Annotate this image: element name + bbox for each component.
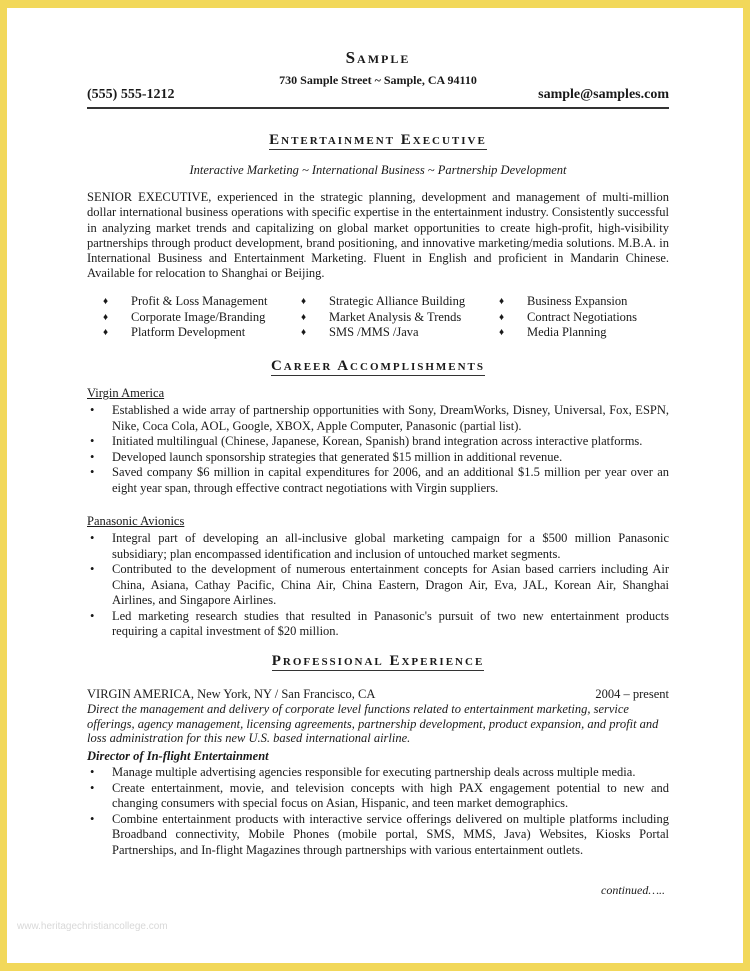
street-address: 730 Sample Street ~ Sample, CA 94110 — [279, 73, 477, 87]
phone-number: (555) 555-1212 — [87, 87, 175, 102]
skill-item: ♦ Profit & Loss Management — [103, 294, 301, 310]
resume-page — [7, 8, 743, 963]
virgin-accomplishments-list — [87, 403, 669, 496]
skill-item: ♦ SMS /MMS /Java — [301, 325, 499, 341]
email-address: sample@samples.com — [538, 87, 669, 102]
employer-line — [87, 687, 669, 702]
list-item: • Saved company $6 million in capital expenditures for 2006, and an additional $1.5 million per year over an eight year span, through effective contract negotiations with Virgin suppliers. — [87, 465, 669, 496]
panasonic-accomplishments-list — [87, 531, 669, 640]
list-item: • Established a wide array of partnership opportunities with Sony, DreamWorks, Disney, Universal, Fox, ESPN, Nike, Coca Cola, AOL, Google, XBOX, Apple Computer, Panasonic (partial list). — [87, 403, 669, 434]
employer-description: Direct the management and delivery of corporate level functions related to entertainment marketing, service offerings, agency management, licensing agreements, partnership development, product expansion, and profit and loss administration for this new U.S. based international airline. — [87, 702, 659, 745]
employer-name: VIRGIN AMERICA, New York, NY / San Francisco, CA — [87, 687, 376, 701]
skill-item: ♦ Media Planning — [499, 325, 663, 341]
list-item: • Initiated multilingual (Chinese, Japanese, Korean, Spanish) brand integration across interactive platforms. — [87, 434, 669, 450]
skill-item: ♦ Strategic Alliance Building — [301, 294, 499, 310]
tagline: Interactive Marketing ~ International Business ~ Partnership Development — [189, 163, 567, 177]
list-item: • Developed launch sponsorship strategies that generated $15 million in additional revenue. — [87, 450, 669, 466]
candidate-name: Sample — [345, 48, 411, 67]
list-item: • Led marketing research studies that resulted in Panasonic's pursuit of two new entertainment products requiring a capital investment of $20 million. — [87, 609, 669, 640]
list-item: • Manage multiple advertising agencies responsible for executing partnership deals across multiple media. — [87, 765, 669, 781]
employment-dates: 2004 – present — [595, 687, 669, 701]
list-item: • Create entertainment, movie, and television concepts with high PAX engagement potential to new and changing consumers with special focus on Asian, Hispanic, and teen market demographics. — [87, 781, 669, 812]
continued-note: continued….. — [601, 883, 665, 897]
job-title-heading: Entertainment Executive — [269, 132, 487, 148]
header-divider — [87, 107, 669, 109]
skill-item: ♦ Contract Negotiations — [499, 310, 663, 326]
list-item: • Integral part of developing an all-inclusive global marketing campaign for a $500 million Panasonic subsidiary; plan encompassed identification and inclusion of untouched market segments. — [87, 531, 669, 562]
skill-item: ♦ Platform Development — [103, 325, 301, 341]
experience-heading: Professional Experience — [271, 653, 485, 669]
accomplishments-heading: Career Accomplishments — [270, 358, 486, 374]
list-item: • Contributed to the development of numerous entertainment concepts for Asian based carriers including Air China, Asiana, Cathay Pacific, China Air, China Eastern, Dragon Air, Eva, JAL, Korean Air, Shanghai Airlines, and Singapore Airlines. — [87, 562, 669, 609]
skill-item: ♦ Market Analysis & Trends — [301, 310, 499, 326]
skill-item: ♦ Business Expansion — [499, 294, 663, 310]
company-name: Panasonic Avionics — [87, 514, 185, 528]
skill-item: ♦ Corporate Image/Branding — [103, 310, 301, 326]
skills-list — [103, 294, 663, 341]
skills-column-1 — [103, 294, 301, 341]
skills-column-3 — [499, 294, 663, 341]
skills-column-2 — [301, 294, 499, 341]
watermark: www.heritagechristiancollege.com — [17, 921, 168, 932]
summary-paragraph: SENIOR EXECUTIVE, experienced in the strategic planning, development and management of multi-million dollar international business operations with specific expertise in the entertainment industry. Consistently successful in analyzing market trends and capitalizing on global market opportunities to create high-profit, high-visibility partnerships through product development, brand positioning, and innovative marketing/media solutions. M.B.A. in International Business and Entertainment Marketing. Fluent in English and proficient in Mandarin Chinese. Available for relocation to Shanghai or Beijing. — [87, 190, 669, 281]
job-role: Director of In-flight Entertainment — [87, 749, 269, 763]
role-responsibilities-list — [87, 765, 669, 858]
company-name: Virgin America — [87, 386, 165, 400]
list-item: • Combine entertainment products with interactive service offerings delivered on multiple platforms including Broadband connectivity, Mobile Phones (mobile portal, SMS, MMS, Java) Websites, Kiosks Portal Partnerships, and In-flight Magazines through partnerships with various entertainment outlets. — [87, 812, 669, 859]
